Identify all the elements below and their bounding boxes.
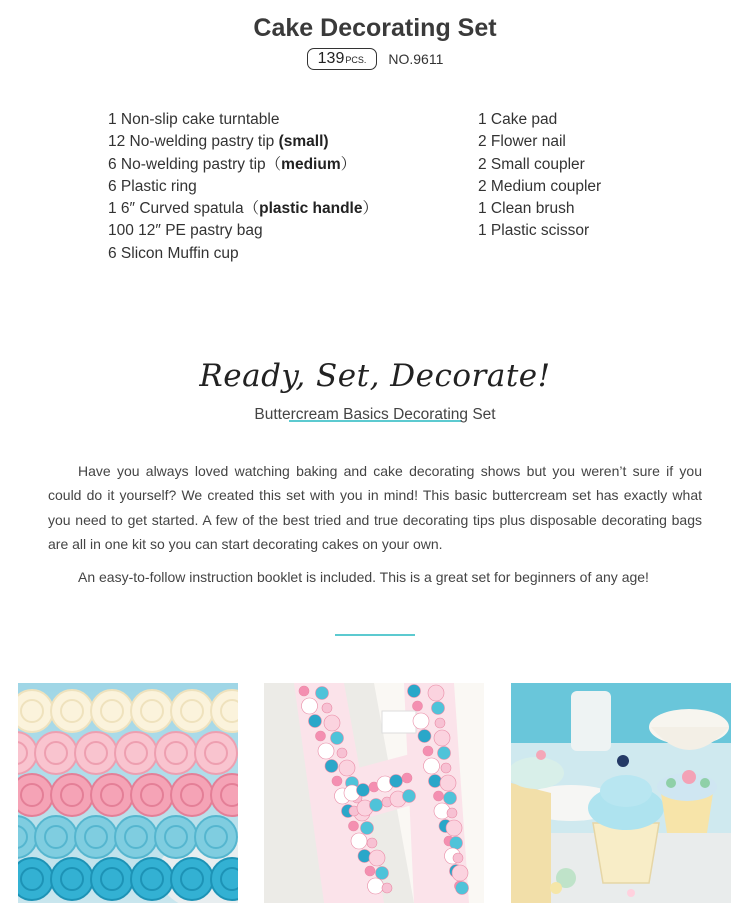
list-item: 2 Medium coupler: [478, 177, 602, 195]
section-subtitle: Buttercream Basics Decorating Set: [254, 406, 496, 423]
pieces-count: 139: [317, 50, 345, 67]
intro-paragraph: An easy-to-follow instruction booklet is included. This is a great set for beginners of any age!: [78, 569, 649, 585]
list-item: 1 Non-slip cake turntable: [108, 111, 280, 128]
rosette-cake-photo: [18, 683, 238, 903]
intro-paragraph: Have you always loved watching baking and cake decorating shows but you weren’t sure if you could do it yourself? We created this set with you in mind! This basic buttercream set has exactly what you need to get started. A few of the best tried and true decorating tips plus disposable decorating bags are all in one kit so you can start decorating cakes on your own.: [48, 463, 702, 552]
contents-list-right: [478, 109, 601, 243]
list-item: 100 12″ PE pastry bag: [108, 222, 263, 240]
cupcakes-photo: [511, 683, 731, 903]
list-item: 12 No-welding pastry tip (small): [108, 133, 329, 151]
list-item: 1 Cake pad: [478, 111, 558, 128]
list-item: 2 Small coupler: [478, 155, 585, 173]
list-item: 6 No-welding pastry tip（medium）: [108, 155, 357, 173]
product-meta: [0, 48, 750, 70]
section-divider: [335, 634, 415, 636]
list-item: 1 Clean brush: [478, 200, 575, 218]
script-heading: Ready, Set, Decorate!: [199, 358, 551, 394]
list-item: 1 Plastic scissor: [478, 222, 590, 240]
contents-list-left: [108, 109, 378, 265]
pieces-unit: PCS.: [345, 55, 367, 65]
list-item: 2 Flower nail: [478, 133, 566, 151]
letter-cake-photo: [264, 683, 484, 903]
product-title: Cake Decorating Set: [253, 14, 497, 42]
model-number: NO.9611: [388, 51, 444, 67]
pieces-badge: [307, 48, 378, 70]
list-item: 1 6″ Curved spatula（plastic handle）: [108, 200, 378, 218]
list-item: 6 Slicon Muffin cup: [108, 244, 239, 262]
list-item: 6 Plastic ring: [108, 177, 197, 195]
